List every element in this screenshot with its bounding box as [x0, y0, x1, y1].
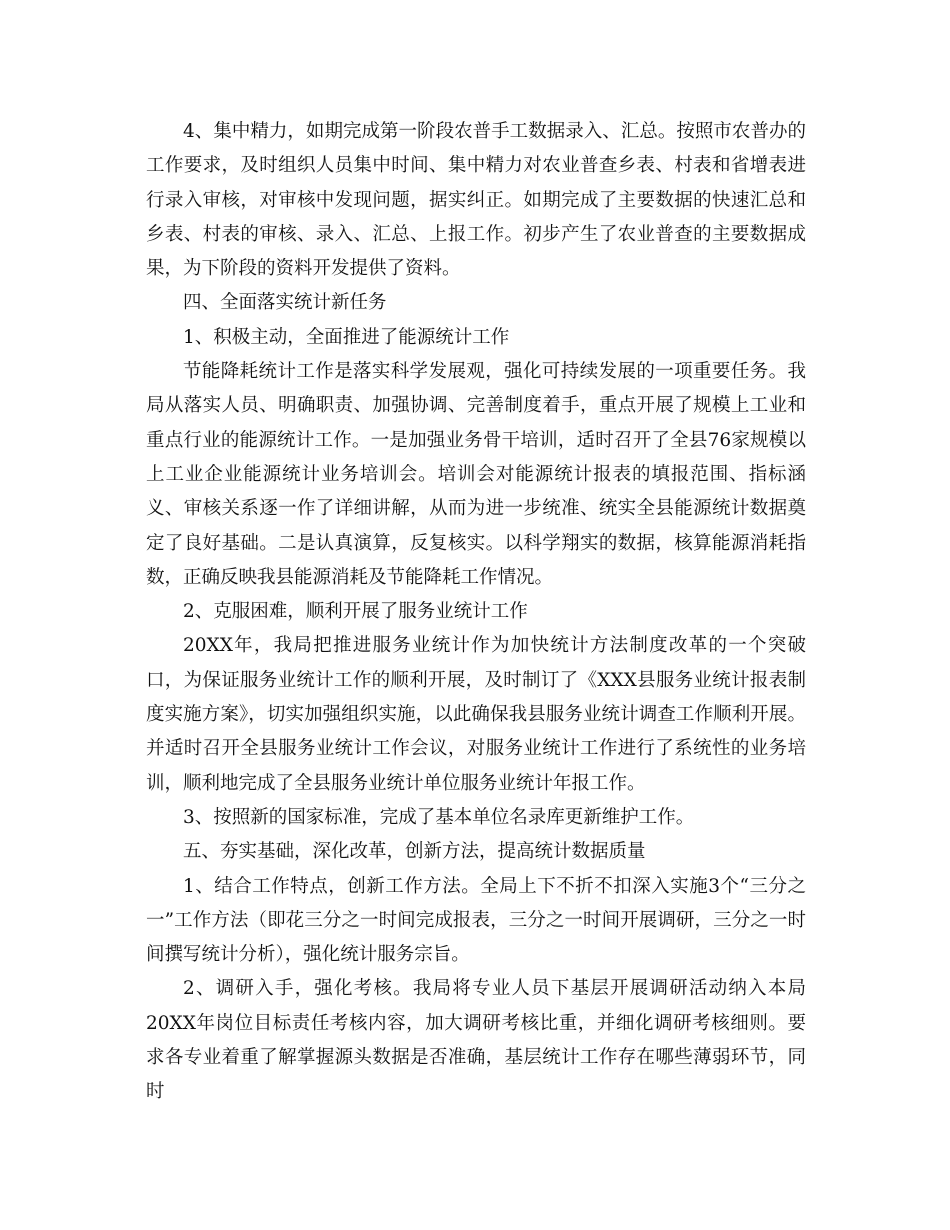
- paragraph-data-entry: 4、集中精力，如期完成第一阶段农普手工数据录入、汇总。按照市农普办的工作要求，及时组织人员集中时间、集中精力对农业普查乡表、村表和省增表进行录入审核，对审核中发现问题，据实纠正。如期完成了主要数据的快速汇总和乡表、村表的审核、录入、汇总、上报工作。初步产生了农业普查的主要数据成果，为下阶段的资料开发提供了资料。: [146, 121, 806, 280]
- paragraph-energy-statistics: 节能降耗统计工作是落实科学发展观，强化可持续发展的一项重要任务。我局从落实人员、明确职责、加强协调、完善制度着手，重点开展了规模上工业和重点行业的能源统计工作。一是加强业务骨干培训，适时召开了全县76家规模以上工业企业能源统计业务培训会。培训会对能源统计报表的填报范围、指标涵义、审核关系逐一作了详细讲解，从而为进一步统准、统实全县能源统计数据奠定了良好基础。二是认真演算，反复核实。以科学翔实的数据，核算能源消耗指数，正确反映我县能源消耗及节能降耗工作情况。: [146, 361, 806, 588]
- paragraph-directory-update: 3、按照新的国家标准，完成了基本单位名录库更新维护工作。: [183, 806, 695, 828]
- subheading-energy-statistics: 1、积极主动，全面推进了能源统计工作: [183, 326, 510, 348]
- paragraph-research-assessment: 2、调研入手，强化考核。我局将专业人员下基层开展调研活动纳入本局20XX年岗位目标责任考核内容，加大调研考核比重，并细化调研考核细则。要求各专业着重了解掌握源头数据是否准确，基层统计工作存在哪些薄弱环节，同时: [146, 978, 806, 1103]
- subheading-service-statistics: 2、克服困难，顺利开展了服务业统计工作: [183, 601, 528, 623]
- heading-section-5: 五、夯实基础，深化改革，创新方法，提高统计数据质量: [183, 841, 646, 863]
- paragraph-work-method: 1、结合工作特点，创新工作方法。全局上下不折不扣深入实施3个“三分之一”工作方法（即花三分之一时间完成报表，三分之一时间开展调研，三分之一时间撰写统计分析），强化统计服务宗旨。: [146, 875, 806, 966]
- heading-section-4: 四、全面落实统计新任务: [183, 292, 387, 314]
- document-body: [146, 115, 806, 1110]
- paragraph-service-statistics: 20XX年，我局把推进服务业统计作为加快统计方法制度改革的一个突破口，为保证服务业统计工作的顺利开展，及时制订了《XXX县服务业统计报表制度实施方案》，切实加强组织实施，以此确保我县服务业统计调查工作顺利开展。并适时召开全县服务业统计工作会议，对服务业统计工作进行了系统性的业务培训，顺利地完成了全县服务业统计单位服务业统计年报工作。: [146, 635, 806, 794]
